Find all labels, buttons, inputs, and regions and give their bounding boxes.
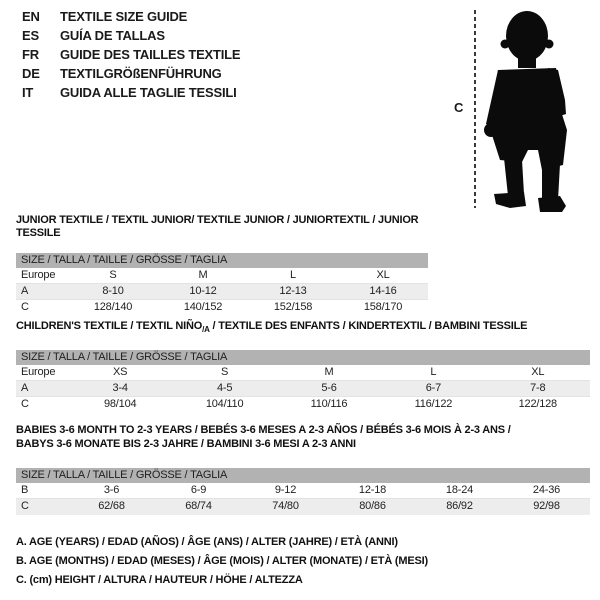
table-title-line: [16, 437, 590, 451]
table-title-line: [16, 320, 590, 336]
row-cell: M: [324, 366, 334, 379]
language-line: [22, 7, 240, 26]
row-cell: 104/110: [205, 398, 244, 411]
row-cell: XS: [113, 366, 128, 379]
row-cell: M: [198, 269, 208, 281]
language-label: GUIDE DES TAILLES TEXTILE: [60, 47, 241, 62]
table-title-text: /A: [202, 325, 210, 335]
row-cell: 4-5: [216, 382, 233, 395]
table-title-line: [16, 423, 590, 437]
row-cell: 10-12: [189, 285, 217, 297]
table-row: [16, 268, 428, 284]
row-cell: 74/80: [272, 500, 299, 512]
language-code: IT: [22, 85, 34, 100]
row-cell: XL: [376, 269, 390, 281]
table-rows: [16, 268, 428, 316]
language-code: FR: [22, 47, 39, 62]
height-marker-label: C: [454, 100, 464, 115]
row-cell: S: [221, 366, 229, 379]
row-cell: 12-13: [279, 285, 307, 297]
footnote-legend: [16, 533, 428, 590]
row-cell: 80/86: [359, 500, 386, 512]
language-label: GUIDA ALLE TAGLIE TESSILI: [60, 85, 237, 100]
language-line: [22, 83, 240, 102]
table-row: [16, 365, 590, 381]
language-list: [22, 7, 240, 102]
language-label: TEXTILE SIZE GUIDE: [60, 9, 188, 24]
size-header-bar: SIZE / TALLA / TAILLE / GRÖSSE / TAGLIA: [16, 350, 590, 365]
row-label: B: [21, 484, 29, 496]
row-cell: 116/122: [414, 398, 453, 411]
table-title-text: BABYS 3-6 MONATE BIS 2-3 JAHRE / BAMBINI 3-6 MESI A 2-3 ANNI: [16, 438, 356, 450]
row-cell: 6-7: [425, 382, 442, 395]
footnote-line: A. AGE (YEARS) / EDAD (AÑOS) / ÂGE (ANS) / ALTER (JAHRE) / ETÀ (ANNI): [16, 536, 398, 548]
table-title-text: CHILDREN'S TEXTILE / TEXTIL NIÑO: [16, 320, 203, 332]
row-cell: L: [290, 269, 296, 281]
size-header-bar: SIZE / TALLA / TAILLE / GRÖSSE / TAGLIA: [16, 253, 428, 268]
row-cell: 92/98: [533, 500, 560, 512]
row-cell: 12-18: [358, 484, 387, 496]
table-rows: [16, 483, 590, 515]
row-cell: 122/128: [518, 398, 557, 411]
junior-textile-table: [16, 214, 428, 316]
row-cell: 110/116: [310, 398, 348, 411]
language-code: DE: [22, 66, 40, 81]
row-cell: 3-6: [103, 484, 120, 496]
footnote-line: B. AGE (MONTHS) / EDAD (MESES) / ÂGE (MOIS) / ALTER (MONATE) / ETÀ (MESI): [16, 555, 428, 567]
footnote-line: C. (cm) HEIGHT / ALTURA / HAUTEUR / HÖHE / ALTEZZA: [16, 574, 303, 586]
table-title-line: [16, 214, 428, 240]
language-code: EN: [22, 9, 40, 24]
row-cell: 86/92: [446, 500, 473, 512]
row-cell: XL: [531, 366, 545, 379]
table-title: [16, 423, 590, 451]
row-label: A: [21, 285, 29, 297]
childrens-textile-table: [16, 320, 590, 413]
table-title: [16, 320, 590, 336]
babies-textile-table: [16, 423, 590, 515]
row-cell: 9-12: [274, 484, 297, 496]
row-cell: 140/152: [183, 301, 223, 313]
row-label: C: [21, 500, 29, 512]
table-row: [16, 483, 590, 499]
language-label: TEXTILGRÖßENFÜHRUNG: [60, 66, 222, 81]
table-row: [16, 300, 428, 316]
table-title: [16, 214, 428, 240]
table-row: [16, 284, 428, 300]
row-cell: 5-6: [321, 382, 337, 395]
row-cell: 98/104: [103, 398, 137, 411]
size-header-bar: SIZE / TALLA / TAILLE / GRÖSSE / TAGLIA: [16, 468, 590, 483]
row-label: A: [21, 382, 29, 395]
language-line: [22, 26, 240, 45]
row-cell: 7-8: [530, 382, 546, 395]
row-label: C: [21, 301, 29, 313]
row-cell: 68/74: [185, 500, 212, 512]
table-row: [16, 499, 590, 515]
table-title-text: BABIES 3-6 MONTH TO 2-3 YEARS / BEBÉS 3-6 MESES A 2-3 AÑOS / BÉBÉS 3-6 MOIS À 2-3 ANS /: [16, 424, 511, 436]
language-code: ES: [22, 28, 39, 43]
row-cell: 152/158: [273, 301, 313, 313]
row-cell: L: [430, 366, 437, 379]
row-cell: 14-16: [369, 285, 397, 297]
language-line: [22, 45, 240, 64]
row-cell: 128/140: [93, 301, 133, 313]
table-title-text: / TEXTILE DES ENFANTS / KINDERTEXTIL / BAMBINI TESSILE: [209, 320, 528, 332]
row-label: Europe: [21, 269, 56, 281]
row-label: C: [21, 398, 29, 411]
table-row: [16, 397, 590, 413]
table-row: [16, 381, 590, 397]
table-rows: [16, 365, 590, 413]
row-cell: 3-4: [112, 382, 128, 395]
size-figure: [440, 0, 600, 218]
table-title-text: JUNIOR TEXTILE / TEXTIL JUNIOR/ TEXTILE JUNIOR / JUNIORTEXTIL / JUNIOR TESSILE: [16, 214, 419, 239]
toddler-silhouette-image: [470, 0, 600, 218]
row-cell: 18-24: [445, 484, 474, 496]
row-cell: 158/170: [363, 301, 403, 313]
row-label: Europe: [21, 366, 56, 379]
row-cell: 62/68: [98, 500, 125, 512]
row-cell: S: [109, 269, 117, 281]
language-label: GUÍA DE TALLAS: [60, 28, 165, 43]
row-cell: 24-36: [532, 484, 561, 496]
row-cell: 8-10: [102, 285, 124, 297]
language-line: [22, 64, 240, 83]
row-cell: 6-9: [190, 484, 207, 496]
